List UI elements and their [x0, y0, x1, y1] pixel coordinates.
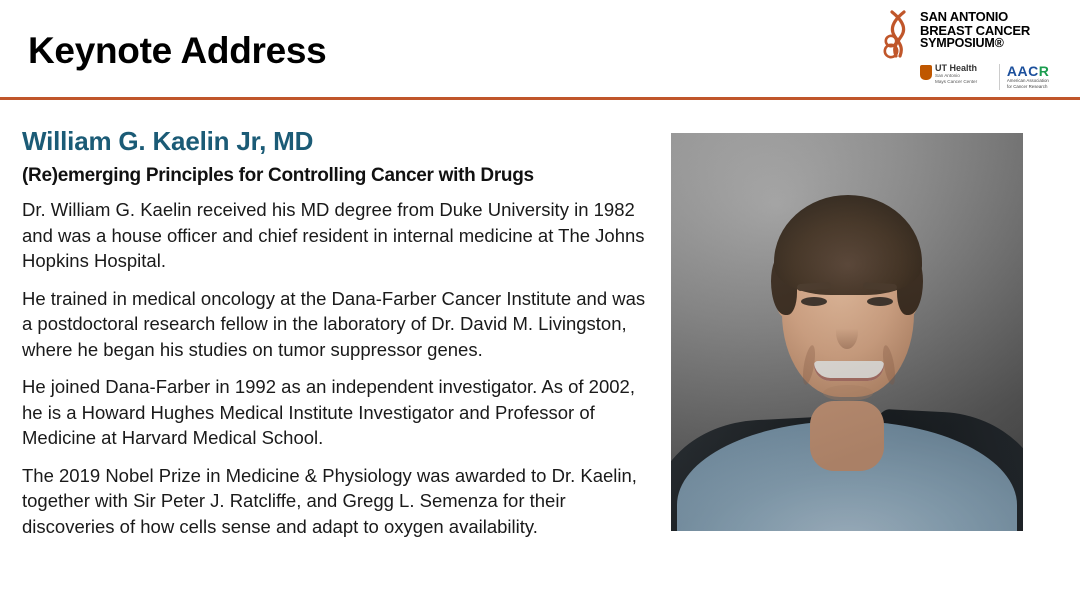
sabcs-ribbon-mark — [882, 10, 916, 60]
bio-paragraph: Dr. William G. Kaelin received his MD degree from Duke University in 1982 and was a house officer and chief resident in internal medicine at The Johns Hopkins Hospital. — [22, 199, 645, 271]
sabcs-line-3: SYMPOSIUM® — [920, 36, 1004, 50]
ut-shield-icon — [920, 65, 932, 80]
sabcs-wordmark — [920, 10, 1070, 51]
portrait-vignette — [671, 133, 1023, 531]
aacr-logo — [999, 64, 1072, 90]
partner-logos — [920, 64, 1072, 90]
aacr-sub-2: for Cancer Research — [1006, 83, 1048, 89]
bio-paragraph: The 2019 Nobel Prize in Medicine & Physiology was awarded to Dr. Kaelin, together with Sir Peter J. Ratcliffe, and Gregg L. Semenza for their discoveries of how cells sense and adapt to oxygen availability. — [22, 464, 637, 537]
sabcs-logo — [882, 8, 1072, 90]
ut-health-name: UT Health — [935, 63, 978, 73]
sabcs-line-1: SAN ANTONIO — [920, 9, 1009, 24]
speaker-portrait-photo — [671, 133, 1023, 531]
page-title: Keynote Address — [28, 30, 327, 71]
aacr-acronym: AACR — [1006, 63, 1050, 79]
ut-health-logo — [920, 64, 991, 90]
talk-title: (Re)emerging Principles for Controlling Cancer with Drugs — [22, 165, 534, 186]
speaker-info — [22, 126, 652, 551]
ut-health-center: Mays Cancer Center — [935, 79, 978, 84]
sabcs-line-2: BREAST CANCER — [920, 22, 1031, 38]
slide-header — [0, 0, 1080, 98]
aacr-sub-1: American Association — [1006, 78, 1049, 83]
bio-paragraph: He trained in medical oncology at the Dana-Farber Cancer Institute and was a postdoctoral research fellow in the laboratory of Dr. David M. Livingston, where he began his studies on tumor suppressor genes. — [22, 287, 646, 360]
speaker-name: William G. Kaelin Jr, MD — [22, 126, 314, 156]
bio-paragraph: He joined Dana-Farber in 1992 as an independent investigator. As of 2002, he is a Howard Hughes Medical Institute Investigator and Professor of Medicine at Harvard Medical School. — [22, 376, 635, 448]
ut-health-city: San Antonio — [935, 73, 960, 78]
header-divider — [0, 97, 1080, 100]
